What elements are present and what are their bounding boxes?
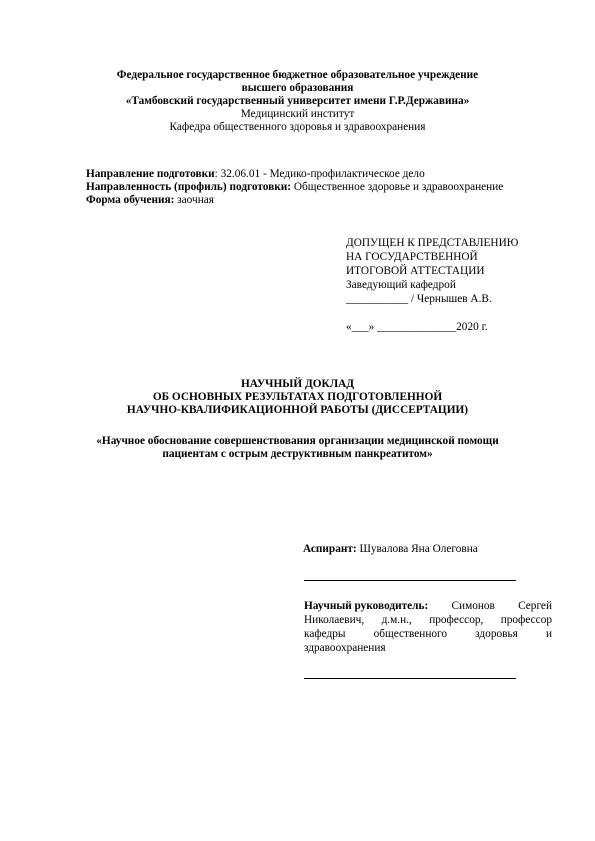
supervisor-word: кафедры [304, 628, 346, 640]
approval-line-1: ДОПУЩЕН К ПРЕДСТАВЛЕНИЮ [346, 237, 519, 249]
topic-line-1: «Научное обоснование совершенствования организации медицинской помощи [96, 435, 499, 447]
dissertation-topic [0, 435, 595, 461]
supervisor-line-2 [304, 614, 552, 628]
direction-label: Направление подготовки [86, 168, 215, 180]
supervisor-label: Научный руководитель: [304, 600, 429, 612]
supervisor-word: д.м.н., [381, 614, 412, 626]
head-signature: ___________ / Чернышев А.В. [346, 293, 492, 305]
profile-row [86, 181, 556, 194]
aspirant-signature-line [304, 580, 516, 581]
supervisor-word: профессор [500, 614, 552, 626]
aspirant-name: Шувалова Яна Олеговна [356, 543, 478, 555]
approval-line-3: ИТОГОВОЙ АТТЕСТАЦИИ [346, 265, 485, 277]
org-line-1: Федеральное государственное бюджетное образовательное учреждение [116, 69, 479, 81]
profile-value: Общественное здоровье и здравоохранение [291, 181, 504, 193]
form-row [86, 194, 556, 207]
header-sub [0, 108, 595, 134]
supervisor-word: Сергей [518, 600, 552, 612]
direction-value: : 32.06.01 - Медико-профилактическое дело [214, 168, 425, 180]
supervisor-word: общественного [373, 628, 448, 640]
title-line-2: ОБ ОСНОВНЫХ РЕЗУЛЬТАТАХ ПОДГОТОВЛЕННОЙ [152, 391, 443, 403]
profile-label: Направленность (профиль) подготовки: [86, 181, 292, 193]
title-line-3: НАУЧНО-КВАЛИФИКАЦИОННОЙ РАБОТЫ (ДИССЕРТАЦИИ) [126, 404, 469, 416]
supervisor-line-4: здравоохранения [304, 642, 386, 654]
supervisor-word: и [545, 628, 552, 640]
supervisor-line-1 [304, 600, 552, 614]
org-line-2: высшего образования [241, 82, 354, 94]
supervisor-word: профессор, [429, 614, 484, 626]
topic-line-2: пациентам с острым деструктивным панкреатитом» [162, 448, 433, 460]
title-line-1: НАУЧНЫЙ ДОКЛАД [240, 378, 355, 390]
supervisor-block [304, 600, 552, 656]
approval-line-4: Заведующий кафедрой [346, 279, 456, 291]
direction-row [86, 168, 556, 181]
header [0, 69, 595, 108]
supervisor-word: Николаевич, [304, 614, 365, 626]
report-title [0, 378, 595, 417]
study-fields [86, 168, 556, 207]
approval-gap [346, 307, 556, 321]
approval-date: «___» ______________2020 г. [346, 321, 488, 333]
supervisor-word: Симонов [451, 600, 495, 612]
supervisor-word: здоровья [475, 628, 518, 640]
aspirant-row [303, 543, 478, 556]
university-name: «Тамбовский государственный университет имени Г.Р.Державина» [125, 95, 470, 107]
supervisor-line-3 [304, 628, 552, 642]
aspirant-label: Аспирант: [303, 543, 357, 555]
approval-line-2: НА ГОСУДАРСТВЕННОЙ [346, 251, 478, 263]
approval-block [346, 237, 556, 335]
supervisor-signature-line [304, 678, 516, 679]
form-value: заочная [174, 194, 214, 206]
department-name: Кафедра общественного здоровья и здравоохранения [169, 121, 426, 133]
institute-name: Медицинский институт [240, 108, 355, 120]
form-label: Форма обучения: [86, 194, 175, 206]
